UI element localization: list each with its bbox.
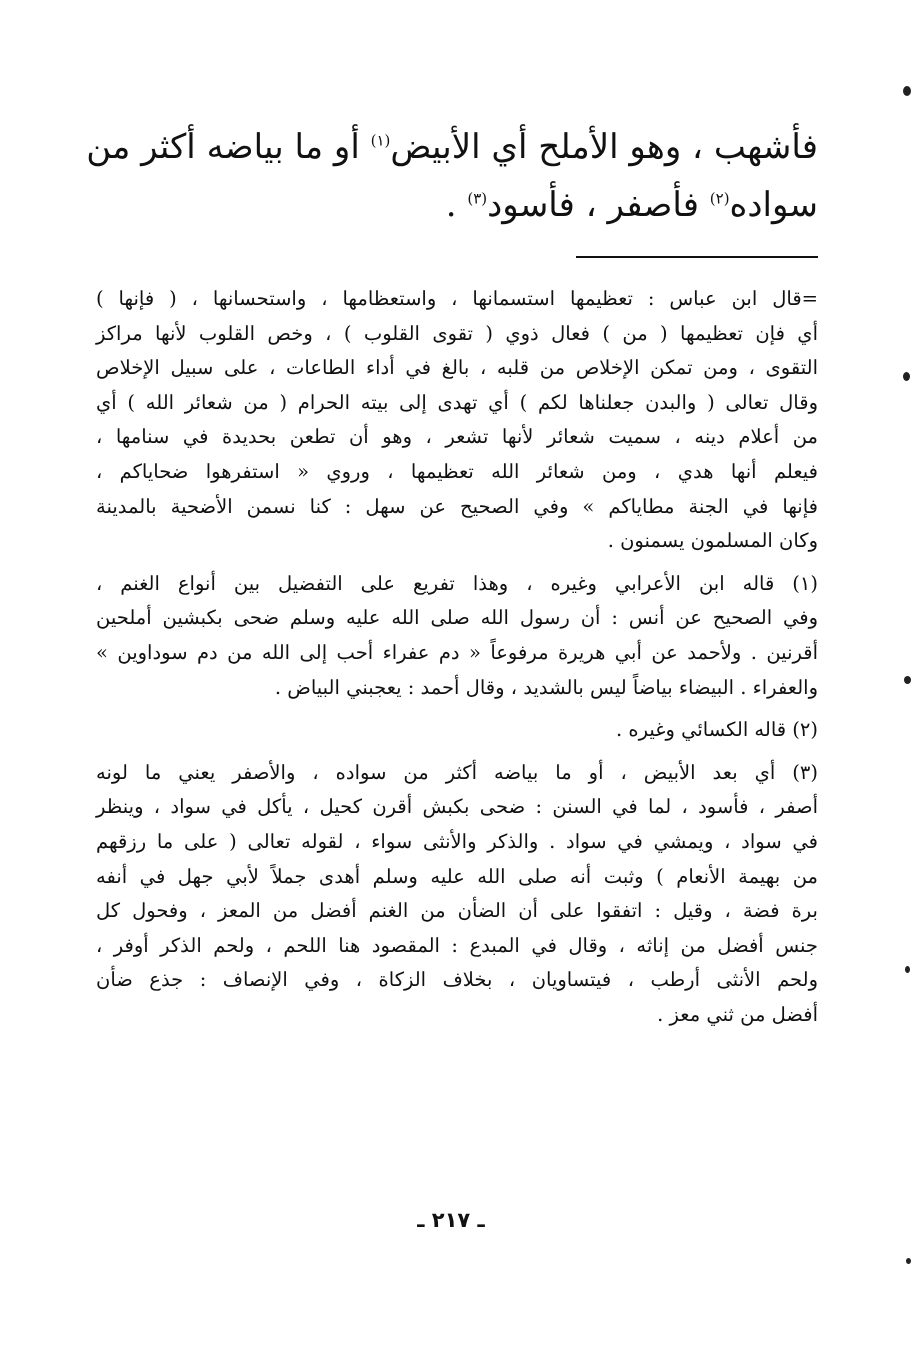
footnote-line: التقوى ، ومن تمكن الإخلاص من قلبه ، بالغ في أداء الطاعات ، على سبيل الإخلاص	[96, 356, 818, 380]
footnote-line: أفضل من ثني معز .	[657, 1002, 818, 1026]
footnote-line: والعفراء . البيضاء بياضاً ليس بالشديد ، وقال أحمد : يعجبني البياض .	[274, 675, 818, 699]
scan-speck	[904, 676, 911, 684]
footnote-line: فيعلم أنها هدي ، ومن شعائر الله تعظيمها ، وروي « استفرهوا ضحاياكم ،	[96, 459, 818, 483]
footnote-3	[96, 756, 818, 1033]
footnote-line: وفي الصحيح عن أنس : أن رسول الله صلى الله عليه وسلم ضحى بكبشين أملحين	[96, 606, 818, 630]
footnote-line: (١) قاله ابن الأعرابي وغيره ، وهذا تفريع على التفضيل بين أنواع الغنم ،	[96, 571, 818, 595]
footnote-line: ولحم الأنثى أرطب ، فيتساويان ، بخلاف الزكاة ، وفي الإنصاف : جذع ضأن	[96, 968, 818, 992]
footnote-line: أي فإن تعظيمها ( من ) فعال ذوي ( تقوى القلوب ) ، وخص القلوب لأنها مراكز	[96, 321, 818, 345]
footnote-separator	[576, 256, 818, 258]
footnote-line: وقال تعالى ( والبدن جعلناها لكم ) أي تهدى إلى بيته الحرام ( من شعائر الله ) أي	[96, 390, 818, 414]
footnote-line: أقرنين . ولأحمد عن أبي هريرة مرفوعاً « دم عفراء أحب إلى الله من دم سوداوين »	[96, 640, 818, 664]
main-text-line: سواده$^{(٢)}$ فأصفر ، فأسود$^{(٣)}$ .	[445, 185, 818, 225]
footnote-marker: (٣)	[467, 189, 488, 208]
footnote-line: أصفر ، فأسود ، لما في السنن : ضحى بكبش أقرن كحيل ، يأكل في سواد ، وينظر	[96, 795, 818, 819]
footnotes	[96, 282, 818, 1040]
scan-speck	[903, 372, 910, 381]
scan-speck	[903, 86, 911, 96]
footnote-line: فإنها في الجنة مطاياكم » وفي الصحيح عن سهل : كنا نسمن الأضحية بالمدينة	[96, 494, 818, 518]
main-text-line: فأشهب ، وهو الأملح أي الأبيض$^{(١)}$ أو ما بياضه أكثر من	[86, 127, 818, 167]
footnote-line: وكان المسلمون يسمنون .	[607, 529, 818, 553]
footnote-marker: (٢)	[709, 189, 730, 208]
footnote-line: (٣) أي بعد الأبيض ، أو ما بياضه أكثر من سواده ، والأصفر يعني ما لونه	[96, 760, 818, 784]
footnote-continuation	[96, 282, 818, 559]
footnote-line: من أعلام دينه ، سميت شعائر لأنها تشعر ، وهو أن تطعن بحديدة في سنامها ،	[96, 425, 818, 449]
footnote-marker: (١)	[370, 131, 391, 150]
main-text	[86, 118, 818, 234]
footnote-2	[96, 713, 818, 748]
page-number: ـ ٢١٧ ـ	[417, 1208, 485, 1232]
footnote-line: من بهيمة الأنعام ) وثبت أنه صلى الله عليه وسلم أهدى جملاً لأبي جهل في أنفه	[96, 864, 818, 888]
scan-speck	[906, 1258, 911, 1264]
footnote-line: جنس أفضل من إناثه ، وقال في المبدع : المقصود هنا اللحم ، ولحم الذكر أوفر ،	[96, 933, 818, 957]
footnote-1	[96, 567, 818, 705]
footnote-line: =قال ابن عباس : تعظيمها استسمانها ، واستعظامها ، واستحسانها ، ( فإنها )	[96, 287, 818, 310]
footnote-line: في سواد ، ويمشي في سواد . والذكر والأنثى سواء ، لقوله تعالى ( على ما رزقهم	[96, 829, 818, 853]
footnote-line: برة فضة ، وقيل : اتفقوا على أن الضأن من الغنم أفضل من المعز ، وفحول كل	[96, 899, 818, 923]
scan-speck	[905, 966, 910, 973]
footnote-line: (٢) قاله الكسائي وغيره .	[616, 718, 818, 742]
